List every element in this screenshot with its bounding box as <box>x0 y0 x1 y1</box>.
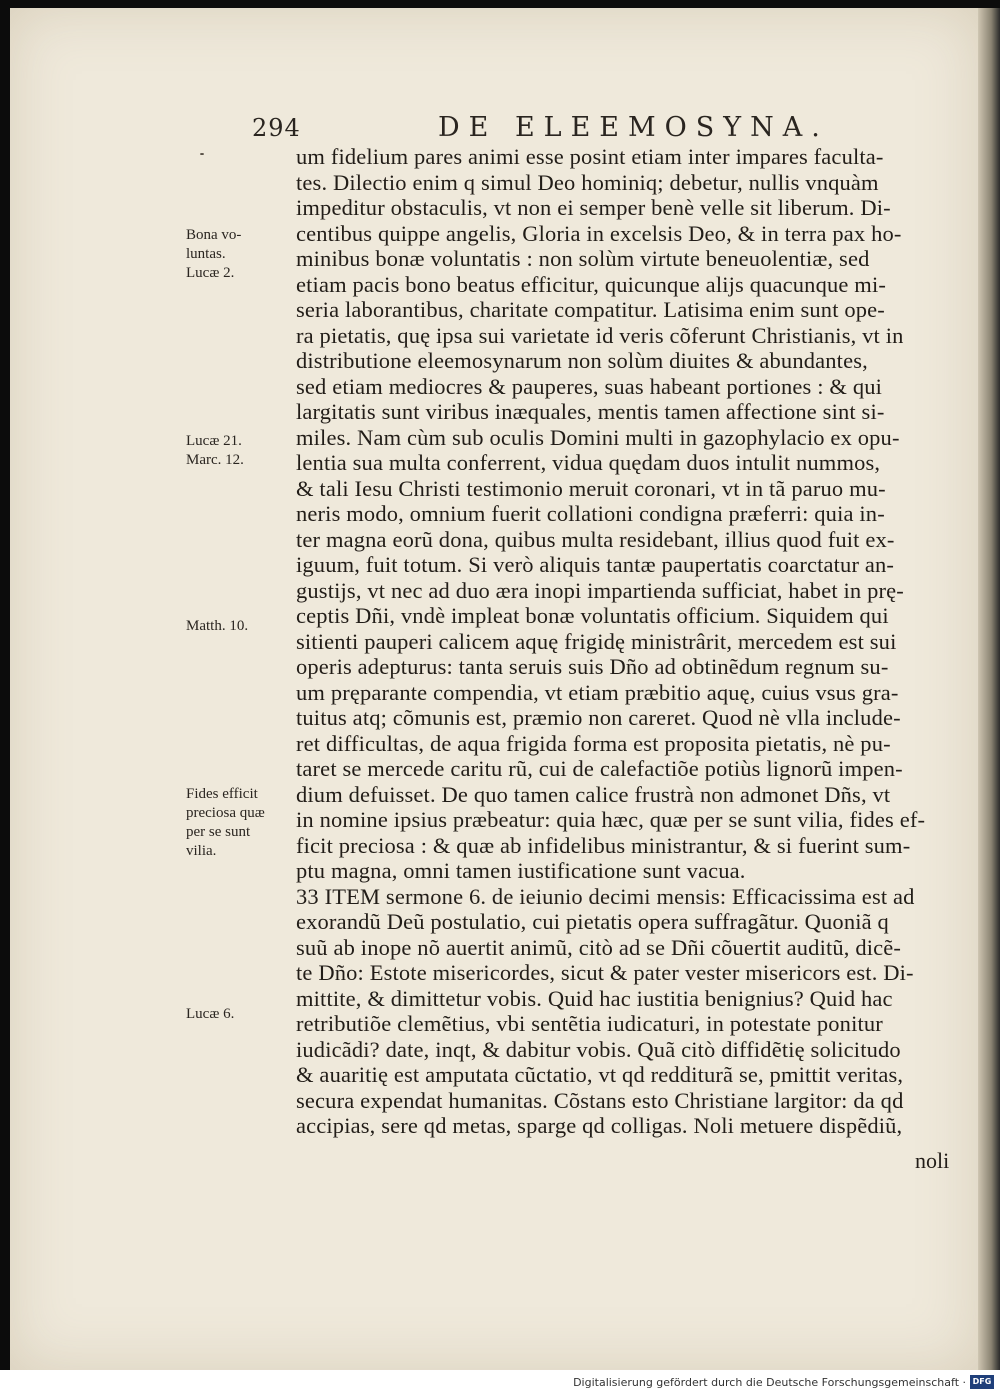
dfg-logo-icon: DFG <box>970 1375 994 1389</box>
margin-note: Bona vo- <box>186 227 242 243</box>
text-line: distributione eleemosynarum non solùm diuites & abundantes, <box>296 348 868 373</box>
margin-note: vilia. <box>186 843 217 859</box>
text-line: mittite, & dimittetur vobis. Quid hac iustitia benignius? Quid hac <box>296 985 893 1011</box>
text-line: ra pietatis, quę ipsa sui varietate id veris cõferunt Christianis, vt in <box>296 322 904 348</box>
funding-credit: Digitalisierung gefördert durch die Deutsche Forschungsgemeinschaft · <box>573 1376 966 1389</box>
text-line: gustijs, vt nec ad duo æra inopi impartienda sufficiat, habet in prę- <box>296 577 904 603</box>
text-line: & auaritię est amputata cũctatio, vt qd redditurã se, pmittit veritas, <box>296 1062 904 1087</box>
text-line: dium defuisset. De quo tamen calice frustrà non admonet Dñs, vt <box>296 781 891 807</box>
margin-note: Lucæ 2. <box>186 265 235 281</box>
text-line: tuitus atq; cõmunis est, præmio non careret. Quod nè vlla include- <box>296 705 901 730</box>
text-line: accipias, sere qd metas, sparge qd colligas. Noli metuere dispẽdiũ, <box>296 1113 903 1138</box>
book-page <box>10 8 978 1370</box>
text-line: taret se mercede caritu rũ, cui de calefactiõe potiùs lignorũ impen- <box>296 756 903 781</box>
footer-bar <box>0 1370 1000 1396</box>
text-line: ficit preciosa : & quæ ab infidelibus ministrantur, & si fuerint sum- <box>296 832 911 858</box>
text-line: sitienti pauperi calicem aquę frigidę ministrârit, mercedem est sui <box>296 628 897 654</box>
text-line: seria laborantibus, charitate compatitur. Latisima enim sunt ope- <box>296 297 885 322</box>
text-line: exorandũ Deũ postulatio, cui pietatis opera suffragãtur. Quoniã q <box>296 909 889 934</box>
text-line: um fidelium pares animi esse posint etiam inter impares faculta- <box>296 144 884 169</box>
margin-note: Fides efficit <box>186 786 258 802</box>
margin-note: Lucæ 21. <box>186 433 242 449</box>
text-line: sed etiam mediocres & pauperes, suas habeant portiones : & qui <box>296 373 883 399</box>
margin-note: preciosa quæ <box>186 805 265 821</box>
text-line: lentia sua multa conferrent, vidua quędam duos intulit nummos, <box>296 450 881 475</box>
text-line: ret difficultas, de aqua frigida forma est proposita pietatis, nè pu- <box>296 730 891 756</box>
text-line: iudicãdi? date, inqt, & dabitur vobis. Quã citò diffidẽtię solicitudo <box>296 1036 901 1062</box>
text-line: um pręparante compendia, vt etiam præbitio aquę, cuius vsus gra- <box>296 679 899 705</box>
margin-note: Marc. 12. <box>186 452 244 468</box>
text-line: minibus bonæ voluntatis : non solùm virtute beneuolentiæ, sed <box>296 246 870 271</box>
ink-speck <box>200 153 204 155</box>
text-line: & tali Iesu Christi testimonio meruit coronari, vt in tã paruo mu- <box>296 475 886 501</box>
text-line: te Dño: Estote misericordes, sicut & pater vester misericors est. Di- <box>296 960 914 985</box>
page-header <box>10 108 978 148</box>
text-line: largitatis sunt viribus inæquales, mentis tamen affectione sint si- <box>296 399 885 424</box>
page-number: 294 <box>252 114 301 142</box>
text-line: 33 ITEM sermone 6. de ieiunio decimi mensis: Efficacissima est ad <box>296 883 915 909</box>
page-edge-shadow <box>978 8 1000 1370</box>
margin-note: luntas. <box>186 246 226 262</box>
text-line: impeditur obstaculis, vt non ei semper benè velle sit liberum. Di- <box>296 195 891 220</box>
margin-note: Lucæ 6. <box>186 1006 235 1022</box>
text-line: tes. Dilectio enim q simul Deo hominiq; debetur, nullis vnquàm <box>296 169 879 195</box>
scanner-frame-left <box>0 0 10 1396</box>
text-line: iguum, fuit totum. Si verò aliquis tantæ paupertatis coarctatur an- <box>296 552 895 577</box>
text-line: secura expendat humanitas. Cõstans esto Christiane largitor: da qd <box>296 1087 904 1113</box>
running-title: DE ELEEMOSYNA. <box>438 112 829 143</box>
scanner-frame-top <box>0 0 1000 8</box>
text-line: operis adepturus: tanta seruis suis Dño ad obtinẽdum regnum su- <box>296 654 889 679</box>
text-line: ptu magna, omni tamen iustificatione sunt vacua. <box>296 858 746 883</box>
margin-note: per se sunt <box>186 824 251 840</box>
text-line: neris modo, omnium fuerit collationi condigna præferri: quia in- <box>296 501 885 526</box>
text-line: ceptis Dñi, vndè impleat bonæ voluntatis officium. Siquidem qui <box>296 603 889 628</box>
text-line: retributiõe clemẽtius, vbi sentẽtia iudicaturi, in potestate ponitur <box>296 1011 883 1036</box>
text-line: miles. Nam cùm sub oculis Domini multi in gazophylacio ex opu- <box>296 424 900 450</box>
text-line: centibus quippe angelis, Gloria in excelsis Deo, & in terra pax ho- <box>296 220 902 246</box>
text-line: ter magna eorũ dona, quibus multa residebant, illius quod fuit ex- <box>296 526 895 552</box>
text-line: in nomine ipsius præbeatur: quia hæc, quæ per se sunt vilia, fides ef- <box>296 807 926 832</box>
margin-note: Matth. 10. <box>186 618 249 634</box>
text-line: etiam pacis bono beatus efficitur, quicunque alijs quacunque mi- <box>296 271 886 297</box>
catchword: noli <box>915 1148 950 1173</box>
text-line: suũ ab inope nõ auertit animũ, citò ad se Dñi cõuertit auditũ, dicẽ- <box>296 934 902 960</box>
